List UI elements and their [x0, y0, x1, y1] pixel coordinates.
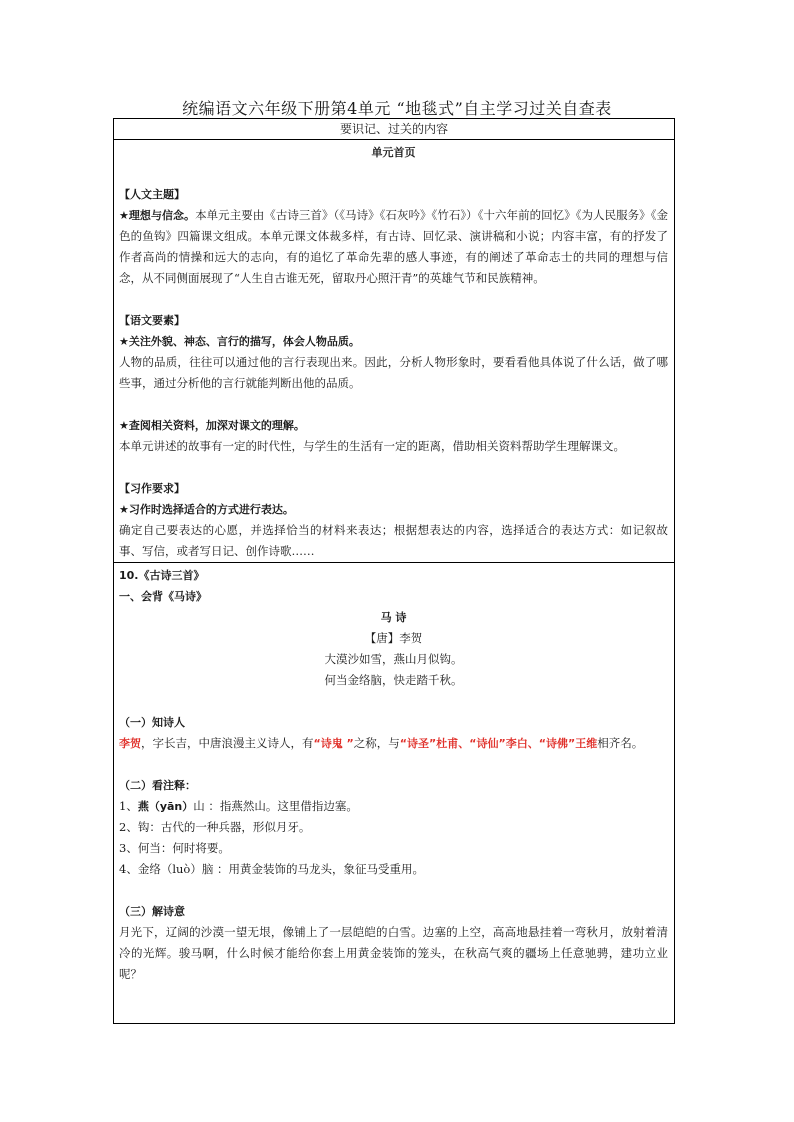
- unit-home-row: [114, 140, 675, 563]
- language-point2-text: 本单元讲述的故事有一定的时代性，与学生的生活有一定的距离，借助相关资料帮助学生理解课文。: [119, 439, 625, 453]
- note-item: 3、何当：何时将要。: [119, 841, 230, 855]
- lesson-cell: [114, 563, 675, 1024]
- poet-nickname: “诗鬼 ”: [313, 737, 354, 750]
- poet-wangwei: “诗佛”王维: [538, 737, 598, 750]
- writing-point-text: 确定自己要表达的心愿，并选择恰当的材料来表达；根据想表达的内容，选择适合的表达方式：如记叙故事、写信，或者写日记、创作诗歌……: [119, 523, 668, 558]
- poem-author: 【唐】李贺: [364, 631, 423, 645]
- poem-line: 大漠沙如雪，燕山月似钩。: [324, 652, 463, 666]
- checklist-table: [113, 118, 675, 1024]
- note-word: 燕（yān）: [137, 800, 194, 813]
- writing-point-title: ★习作时选择适合的方式进行表达。: [119, 503, 294, 516]
- table-header-row: [114, 119, 675, 140]
- notes-label: （二）看注释：: [119, 779, 196, 792]
- note-item: [119, 796, 668, 817]
- writing-label: 【习作要求】: [119, 482, 185, 495]
- unit-home-heading: 单元首页: [371, 146, 416, 159]
- meaning-label: （三）解诗意: [119, 905, 185, 918]
- language-point1-text: 人物的品质，往往可以通过他的言行表现出来。因此，分析人物形象时，要看看他具体说了什么话，做了哪些事，通过分析他的言行就能判断出他的品质。: [119, 355, 668, 390]
- note-text: 山 ：指燕然山。这里借指边塞。: [193, 799, 358, 813]
- language-point1-title: ★关注外貌、神态、言行的描写，体会人物品质。: [119, 335, 360, 348]
- poet-dufu: “诗圣”杜甫: [399, 737, 459, 750]
- theme-text: 本单元主要由《古诗三首》（《马诗》《石灰吟》《竹石》）《十六年前的回忆》《为人民服务》《金色的鱼钩》四篇课文组成。本单元课文体裁多样，有古诗、回忆录、演讲稿和小说；内容丰富，有的抒发了作者高尚的情操和远大的志向，有的追忆了革命先辈的感人事迹，有的阐述了革命志士的共同的理想与信念，从不同侧面展现了“人生自古谁无死，留取丹心照汗青”的英雄气节和民族精神。: [119, 208, 668, 285]
- poet-separator: 、: [527, 737, 539, 750]
- document-title: 统编语文六年级下册第4单元 “地毯式”自主学习过关自查表: [182, 99, 612, 118]
- poet-text: 之称，与: [353, 736, 400, 750]
- poet-separator: 、: [458, 737, 470, 750]
- theme-paragraph: [119, 205, 668, 289]
- note-number: 1、: [119, 799, 138, 813]
- theme-subtitle: ★理想与信念。: [119, 209, 196, 222]
- poet-paragraph: [119, 733, 668, 754]
- unit-home-cell: [114, 140, 675, 563]
- lesson-title: 10.《古诗三首》: [119, 569, 205, 582]
- poet-text: 相齐名。: [597, 736, 644, 750]
- section-recite: 一、会背《马诗》: [119, 590, 207, 603]
- poet-text: ，字长吉，中唐浪漫主义诗人，有: [141, 736, 314, 750]
- know-poet-label: （一）知诗人: [119, 716, 185, 729]
- poem-line: 何当金络脑，快走踏千秋。: [324, 673, 463, 687]
- poet-libai: “诗仙”李白: [469, 737, 528, 750]
- poet-name: 李贺: [119, 737, 141, 750]
- lesson-row: [114, 563, 675, 1024]
- note-item: 2、钩：古代的一种兵器，形似月牙。: [119, 820, 311, 834]
- note-item: 4、金络（luò）脑 ：用黄金装饰的马龙头，象征马受重用。: [119, 862, 424, 876]
- language-point2-title: ★查阅相关资料，加深对课文的理解。: [119, 419, 305, 432]
- poem-title: 马 诗: [380, 611, 407, 624]
- language-label: 【语文要素】: [119, 314, 185, 327]
- table-header: 要识记、过关的内容: [114, 119, 675, 140]
- theme-label: 【人文主题】: [119, 188, 185, 201]
- meaning-text: 月光下，辽阔的沙漠一望无垠，像铺上了一层皑皑的白雪。边塞的上空，高高地悬挂着一弯秋月，放射着清冷的光辉。骏马啊，什么时候才能给你套上用黄金装饰的笼头，在秋高气爽的疆场上任意驰骋，建功立业呢？: [119, 925, 668, 981]
